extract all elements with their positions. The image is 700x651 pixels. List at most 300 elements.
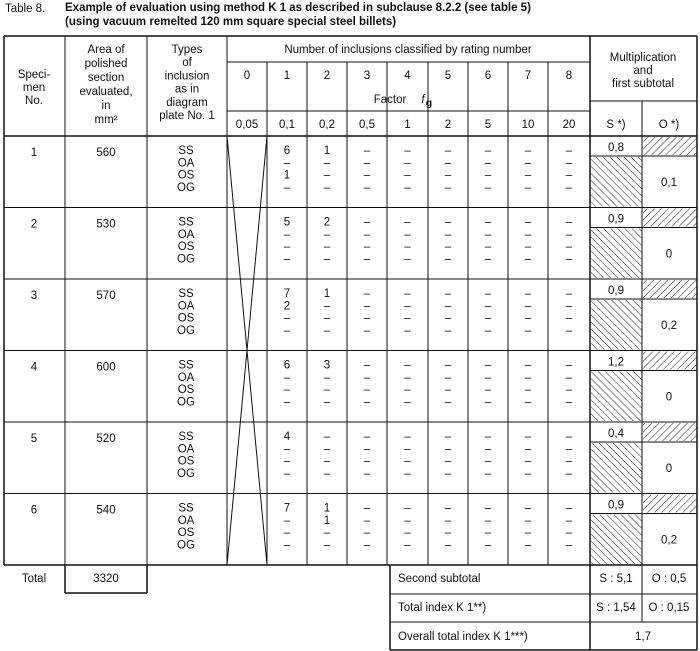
inclusion-type: OA — [177, 300, 195, 313]
inclusion-count: – — [283, 467, 291, 480]
inclusion-count: – — [565, 539, 573, 552]
o-hatched-cell — [643, 209, 697, 227]
inclusion-type: OS — [177, 384, 195, 397]
inclusion-type: OS — [177, 169, 195, 182]
o-hatched-cell — [643, 280, 697, 298]
inclusion-count: – — [363, 181, 371, 194]
inclusion-count: – — [444, 241, 452, 254]
inclusion-count: 1 — [323, 145, 331, 157]
inclusion-type: OG — [177, 253, 195, 266]
inclusion-count: – — [363, 324, 371, 337]
factor-value: 10 — [521, 119, 535, 131]
inclusion-count: – — [404, 288, 411, 300]
factor-value: 5 — [484, 119, 492, 131]
inclusion-count: – — [444, 324, 452, 337]
inclusion-count: – — [363, 443, 371, 456]
inclusion-count: – — [524, 539, 532, 552]
inclusion-count: – — [565, 241, 573, 254]
inclusion-count: – — [565, 288, 573, 300]
inclusion-count: – — [484, 145, 492, 157]
inclusion-count: – — [565, 253, 573, 266]
area-header: mm² — [94, 114, 118, 126]
inclusion-count: – — [444, 228, 452, 241]
inclusion-count: – — [404, 324, 411, 337]
inclusion-count: – — [565, 312, 573, 325]
inclusion-count: – — [565, 216, 573, 229]
inclusion-type: SS — [178, 431, 194, 443]
inclusion-count: – — [524, 241, 532, 254]
inclusion-count: – — [565, 359, 573, 372]
inclusion-count: – — [323, 253, 331, 266]
inclusion-count: 1 — [323, 288, 331, 300]
s-subtotal: 0,8 — [608, 142, 624, 154]
inclusion-type: OA — [177, 443, 195, 456]
inclusion-count: – — [444, 371, 452, 384]
inclusion-count: – — [565, 396, 573, 409]
inclusion-count: – — [484, 181, 492, 194]
area-header: in — [101, 100, 111, 112]
factor-value: 2 — [444, 119, 452, 131]
inclusion-type: SS — [178, 502, 194, 515]
rating-number: 1 — [283, 70, 291, 82]
inclusion-count: – — [323, 371, 331, 384]
inclusion-count: – — [484, 157, 492, 170]
inclusion-count: – — [484, 431, 492, 443]
factor-value: 0,2 — [319, 119, 335, 131]
rating-number: 8 — [565, 70, 573, 82]
inclusion-count: – — [363, 527, 371, 540]
inclusion-count: 6 — [283, 359, 291, 372]
inclusion-count: – — [524, 216, 532, 229]
inclusion-count: – — [283, 455, 291, 468]
s-subtotal: 0,9 — [608, 499, 624, 512]
inclusion-type: OG — [177, 467, 195, 480]
specimen-area: 570 — [96, 290, 116, 302]
inclusion-count: – — [565, 169, 573, 182]
inclusion-count: – — [524, 455, 532, 468]
table-subtitle: (using vacuum remelted 120 mm square special steel billets) — [65, 16, 397, 28]
inclusion-type: OA — [177, 514, 195, 527]
inclusion-count: – — [444, 539, 452, 552]
specimen-area: 530 — [96, 218, 116, 231]
inclusion-count: – — [565, 443, 573, 456]
inclusion-count: – — [363, 228, 371, 241]
specimen-number: 6 — [30, 504, 38, 517]
inclusion-count: – — [444, 527, 452, 540]
inclusion-count: – — [283, 443, 291, 456]
inclusion-count: – — [363, 145, 371, 157]
inclusion-count: 5 — [283, 216, 291, 229]
inclusion-type: OG — [177, 396, 195, 409]
inclusion-count: – — [524, 502, 532, 515]
area-header: Area of — [87, 44, 125, 56]
inclusion-count: – — [363, 157, 371, 170]
inclusion-count: – — [363, 384, 371, 397]
types-header: inclusion — [164, 70, 210, 83]
factor-subscript: g — [425, 97, 433, 109]
inclusion-count: – — [363, 467, 371, 480]
inclusion-count: – — [404, 396, 411, 409]
inclusion-count: – — [404, 181, 411, 194]
inclusion-count: – — [404, 467, 411, 480]
inclusion-count: – — [484, 169, 492, 182]
inclusion-count: – — [323, 312, 331, 325]
inclusion-type: SS — [178, 216, 194, 229]
inclusion-type: OG — [177, 324, 195, 337]
inclusion-count: – — [565, 228, 573, 241]
multiplication-header: Multiplication — [609, 52, 677, 64]
inclusion-count: – — [524, 312, 532, 325]
inclusion-count: – — [323, 157, 331, 170]
o-subtotal: 0 — [665, 463, 673, 475]
o-hatched-cell — [643, 495, 697, 513]
inclusion-count: – — [565, 455, 573, 468]
inclusion-count: 4 — [283, 431, 291, 443]
second-subtotal-label: Second subtotal — [398, 573, 481, 585]
inclusion-count: – — [565, 384, 573, 397]
inclusion-count: – — [404, 384, 411, 397]
inclusion-count: – — [404, 300, 411, 313]
rating-number: 5 — [444, 70, 452, 82]
inclusion-count: 3 — [323, 359, 331, 372]
overall-index-label: Overall total index K 1***) — [398, 631, 528, 643]
specimen-number: 4 — [30, 361, 38, 374]
inclusion-count: – — [283, 324, 291, 337]
o-hatched-cell — [643, 423, 697, 441]
inclusion-count: – — [404, 253, 411, 266]
factor-value: 0,1 — [279, 119, 295, 131]
rating-number: 4 — [404, 70, 411, 82]
inclusion-count: – — [444, 216, 452, 229]
inclusion-count: – — [444, 359, 452, 372]
inclusion-count: – — [484, 467, 492, 480]
inclusion-count: – — [524, 431, 532, 443]
inclusion-type: OS — [177, 455, 195, 468]
inclusion-count: – — [323, 181, 331, 194]
inclusion-count: – — [404, 539, 411, 552]
area-header: evaluated, — [79, 86, 133, 98]
inclusion-type: OS — [177, 241, 195, 254]
inclusion-count: 1 — [283, 169, 291, 182]
factor-symbol: f — [421, 94, 425, 106]
inclusion-count: – — [524, 396, 532, 409]
inclusion-count: – — [524, 359, 532, 372]
inclusion-type: OS — [177, 527, 195, 540]
second-subtotal-o: O : 0,5 — [651, 573, 687, 585]
rating-number: 0 — [243, 70, 251, 82]
s-subtotal: 0,4 — [608, 428, 624, 440]
inclusion-count: – — [363, 431, 371, 443]
inclusion-count: – — [323, 228, 331, 241]
inclusion-count: – — [283, 396, 291, 409]
inclusion-count: – — [444, 443, 452, 456]
inclusion-count: 2 — [283, 300, 291, 313]
factor-value: 0,05 — [235, 119, 259, 131]
area-header: section — [87, 72, 125, 84]
inclusion-count: – — [323, 300, 331, 313]
inclusion-count: – — [565, 514, 573, 527]
inclusion-count: – — [565, 157, 573, 170]
inclusion-count: – — [444, 157, 452, 170]
inclusion-count: – — [524, 527, 532, 540]
o-hatched-cell — [643, 352, 697, 370]
inclusion-count: – — [404, 443, 411, 456]
inclusion-count: – — [404, 169, 411, 182]
inclusion-count: – — [283, 157, 291, 170]
inclusion-count: – — [363, 359, 371, 372]
inclusion-count: – — [484, 396, 492, 409]
s-hatched-cell — [591, 300, 642, 350]
inclusion-count: – — [404, 527, 411, 540]
inclusion-count: – — [484, 527, 492, 540]
inclusion-count: – — [404, 502, 411, 515]
inclusion-count: – — [323, 396, 331, 409]
types-header: plate No. 1 — [159, 110, 215, 122]
o-subtotal: 0,2 — [661, 320, 677, 332]
total-area: 3320 — [93, 573, 119, 585]
inclusion-type: SS — [178, 288, 194, 300]
inclusion-count: – — [323, 324, 331, 337]
factor-value: 0,5 — [359, 119, 375, 131]
inclusion-count: – — [524, 384, 532, 397]
s-hatched-cell — [591, 515, 642, 565]
table-cells — [18, 44, 690, 643]
inclusion-count: – — [484, 371, 492, 384]
factor-value: 20 — [562, 119, 576, 131]
inclusion-count: – — [444, 502, 452, 515]
specimen-area: 600 — [96, 361, 116, 374]
types-header: Types — [171, 44, 203, 56]
inclusion-count: – — [363, 300, 371, 313]
inclusion-count: – — [323, 467, 331, 480]
specimen-header: Speci- — [17, 69, 51, 81]
total-label: Total — [21, 573, 47, 585]
inclusion-count: – — [444, 300, 452, 313]
inclusion-count: 1 — [323, 502, 331, 515]
s-subtotal: 1,2 — [608, 356, 624, 369]
specimen-header: men — [22, 82, 46, 94]
inclusion-count: – — [363, 539, 371, 552]
inclusion-count: – — [363, 371, 371, 384]
rating-number: 7 — [524, 70, 532, 82]
inclusion-count: – — [565, 527, 573, 540]
inclusion-count: – — [524, 181, 532, 194]
inclusion-count: – — [524, 467, 532, 480]
table-title: Example of evaluation using method K 1 as described in subclause 8.2.2 (see table 5) — [65, 2, 531, 14]
inclusion-count: – — [323, 431, 331, 443]
inclusion-count: – — [484, 384, 492, 397]
types-header: as in — [174, 83, 200, 96]
specimen-number: 1 — [30, 147, 38, 159]
inclusion-count: – — [363, 455, 371, 468]
o-subtotal: 0 — [665, 391, 673, 404]
inclusion-count: – — [524, 169, 532, 182]
inclusion-count: – — [283, 228, 291, 241]
inclusion-type: SS — [178, 145, 194, 157]
types-header: of — [182, 57, 192, 70]
inclusion-count: – — [283, 384, 291, 397]
inclusion-count: – — [484, 359, 492, 372]
inclusion-count: – — [565, 502, 573, 515]
o-hatched-cell — [643, 137, 697, 155]
multiplication-header: first subtotal — [612, 78, 674, 90]
inclusion-type: OA — [177, 371, 195, 384]
inclusion-count: – — [444, 467, 452, 480]
inclusion-count: – — [524, 145, 532, 157]
inclusion-count: – — [323, 539, 331, 552]
inclusion-count: – — [565, 324, 573, 337]
inclusion-type: OS — [177, 312, 195, 325]
rating-number: 3 — [363, 70, 371, 82]
specimen-header: No. — [25, 95, 43, 107]
inclusion-count: – — [524, 514, 532, 527]
inclusion-count: – — [363, 216, 371, 229]
inclusion-count: – — [283, 312, 291, 325]
inclusion-count: – — [484, 502, 492, 515]
inclusion-count: – — [283, 371, 291, 384]
specimen-area: 520 — [96, 433, 116, 445]
inclusion-type: SS — [178, 359, 194, 372]
specimen-number: 3 — [30, 290, 38, 302]
table-number: Table 8. — [5, 3, 46, 15]
inclusion-count: – — [484, 241, 492, 254]
inclusion-count: – — [363, 502, 371, 515]
inclusion-count: – — [484, 539, 492, 552]
inclusion-count: – — [484, 514, 492, 527]
inclusion-count: – — [404, 359, 411, 372]
inclusion-count: 7 — [283, 288, 291, 300]
inclusion-count: – — [363, 514, 371, 527]
s-hatched-cell — [591, 443, 642, 493]
inclusion-count: – — [565, 431, 573, 443]
inclusion-count: – — [565, 371, 573, 384]
inclusion-count: – — [565, 467, 573, 480]
inclusion-count: – — [565, 145, 573, 157]
s-hatched-cell — [591, 372, 642, 422]
inclusion-count: – — [484, 443, 492, 456]
inclusion-count: 6 — [283, 145, 291, 157]
inclusion-type: OA — [177, 157, 195, 170]
inclusion-count: – — [404, 228, 411, 241]
inclusion-count: – — [404, 241, 411, 254]
inclusion-count: – — [524, 300, 532, 313]
inclusion-count: – — [444, 455, 452, 468]
inclusion-count: 1 — [323, 514, 331, 527]
inclusion-count: – — [484, 300, 492, 313]
inclusion-count: – — [565, 300, 573, 313]
second-subtotal-s: S : 5,1 — [599, 573, 633, 585]
total-index-s: S : 1,54 — [596, 602, 636, 614]
specimen-number: 5 — [30, 433, 38, 445]
inclusion-count: – — [524, 228, 532, 241]
inclusion-count: – — [484, 455, 492, 468]
s-subtotal: 0,9 — [608, 285, 624, 297]
inclusion-count: – — [283, 527, 291, 540]
inclusion-count: – — [323, 455, 331, 468]
inclusion-count: 2 — [323, 216, 331, 229]
inclusion-count: – — [484, 228, 492, 241]
total-index-label: Total index K 1**) — [398, 602, 487, 614]
inclusion-count: – — [283, 539, 291, 552]
inclusion-count: – — [444, 145, 452, 157]
o-subtotal: 0,2 — [661, 534, 677, 547]
s-hatched-cell — [591, 229, 642, 279]
inclusion-count: – — [444, 312, 452, 325]
inclusion-count: 7 — [283, 502, 291, 515]
s-column-header: S *) — [606, 119, 626, 131]
inclusion-count: – — [524, 443, 532, 456]
inclusion-count: – — [363, 288, 371, 300]
o-subtotal: 0 — [665, 248, 673, 261]
inclusion-count: – — [363, 253, 371, 266]
inclusion-count: – — [404, 145, 411, 157]
inclusion-count: – — [404, 431, 411, 443]
multiplication-header: and — [633, 65, 653, 77]
factor-value: 1 — [404, 119, 411, 131]
specimen-number: 2 — [30, 218, 38, 231]
inclusion-count: – — [484, 253, 492, 266]
factor-label: Factor — [373, 94, 407, 106]
inclusion-count: – — [323, 241, 331, 254]
inclusion-count: – — [363, 312, 371, 325]
inclusion-count: – — [484, 324, 492, 337]
inclusion-count: – — [524, 253, 532, 266]
inclusion-count: – — [323, 384, 331, 397]
inclusion-count: – — [404, 455, 411, 468]
inclusion-count: – — [524, 324, 532, 337]
inclusion-count: – — [524, 371, 532, 384]
inclusion-count: – — [283, 253, 291, 266]
inclusion-count: – — [444, 288, 452, 300]
inclusion-count: – — [444, 181, 452, 194]
o-column-header: O *) — [658, 119, 680, 131]
inclusion-count: – — [323, 169, 331, 182]
inclusion-count: – — [484, 216, 492, 229]
inclusion-count: – — [444, 431, 452, 443]
inclusion-type: OA — [177, 228, 195, 241]
inclusion-count: – — [363, 169, 371, 182]
inclusion-count: – — [283, 241, 291, 254]
inclusion-count: – — [283, 514, 291, 527]
inclusion-count: – — [484, 312, 492, 325]
s-hatched-cell — [591, 157, 642, 207]
specimen-area: 540 — [96, 504, 116, 517]
total-index-o: O : 0,15 — [648, 602, 690, 614]
inclusion-count: – — [524, 288, 532, 300]
inclusion-count: – — [323, 527, 331, 540]
inclusion-count: – — [404, 371, 411, 384]
inclusion-count: – — [444, 514, 452, 527]
inclusion-count: – — [363, 241, 371, 254]
types-header: diagram — [166, 96, 208, 109]
o-subtotal: 0,1 — [661, 177, 677, 189]
inclusion-type: OG — [177, 181, 195, 194]
inclusion-count: – — [444, 253, 452, 266]
inclusion-count: – — [404, 157, 411, 170]
overall-index-value: 1,7 — [635, 631, 651, 643]
rating-title: Number of inclusions classified by rating number — [284, 44, 532, 56]
inclusion-count: – — [404, 312, 411, 325]
inclusion-count: – — [444, 396, 452, 409]
inclusion-count: – — [565, 181, 573, 194]
inclusion-count: – — [363, 396, 371, 409]
rating-number: 6 — [484, 70, 492, 82]
inclusion-count: – — [323, 443, 331, 456]
s-subtotal: 0,9 — [608, 213, 624, 226]
inclusion-count: – — [404, 514, 411, 527]
area-header: polished — [84, 58, 128, 70]
inclusion-count: – — [524, 157, 532, 170]
